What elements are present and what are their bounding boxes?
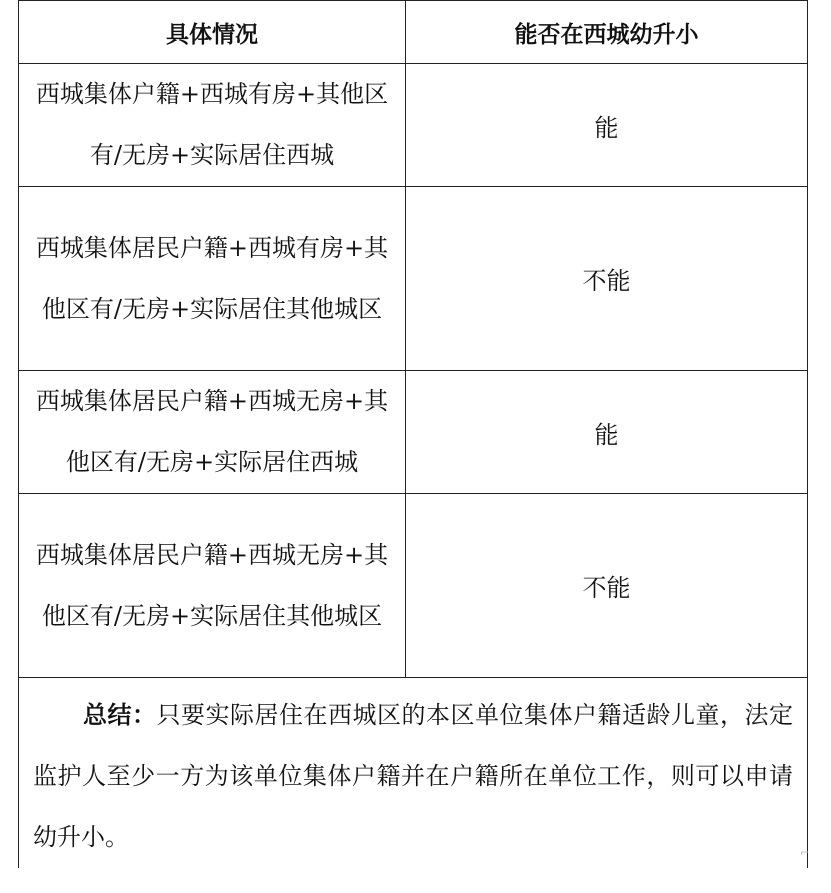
corner-mark-icon: ⌐ (800, 846, 810, 859)
policy-table-container (18, 0, 807, 868)
header-eligibility: 能否在西城幼升小 (406, 1, 808, 64)
eligibility-cell: 能 (406, 64, 808, 187)
header-condition: 具体情况 (19, 1, 406, 64)
table-header-row (19, 1, 808, 64)
eligibility-cell: 能 (406, 371, 808, 494)
summary-cell (19, 678, 808, 869)
eligibility-cell: 不能 (406, 494, 808, 678)
policy-table (18, 0, 808, 868)
condition-cell: 西城集体居民户籍+西城无房+其他区有/无房+实际居住其他城区 (19, 494, 406, 678)
table-row (19, 187, 808, 371)
condition-cell: 西城集体居民户籍+西城有房+其他区有/无房+实际居住其他城区 (19, 187, 406, 371)
summary-label: 总结： (83, 700, 157, 729)
condition-cell: 西城集体户籍+西城有房+其他区有/无房+实际居住西城 (19, 64, 406, 187)
table-row (19, 494, 808, 678)
eligibility-cell: 不能 (406, 187, 808, 371)
table-row (19, 371, 808, 494)
summary-text: 只要实际居住在西城区的本区单位集体户籍适龄儿童，法定监护人至少一方为该单位集体户籍并在户籍所在单位工作，则可以申请幼升小。 (33, 701, 793, 851)
table-row (19, 64, 808, 187)
summary-row (19, 678, 808, 869)
condition-cell: 西城集体居民户籍+西城无房+其他区有/无房+实际居住西城 (19, 371, 406, 494)
